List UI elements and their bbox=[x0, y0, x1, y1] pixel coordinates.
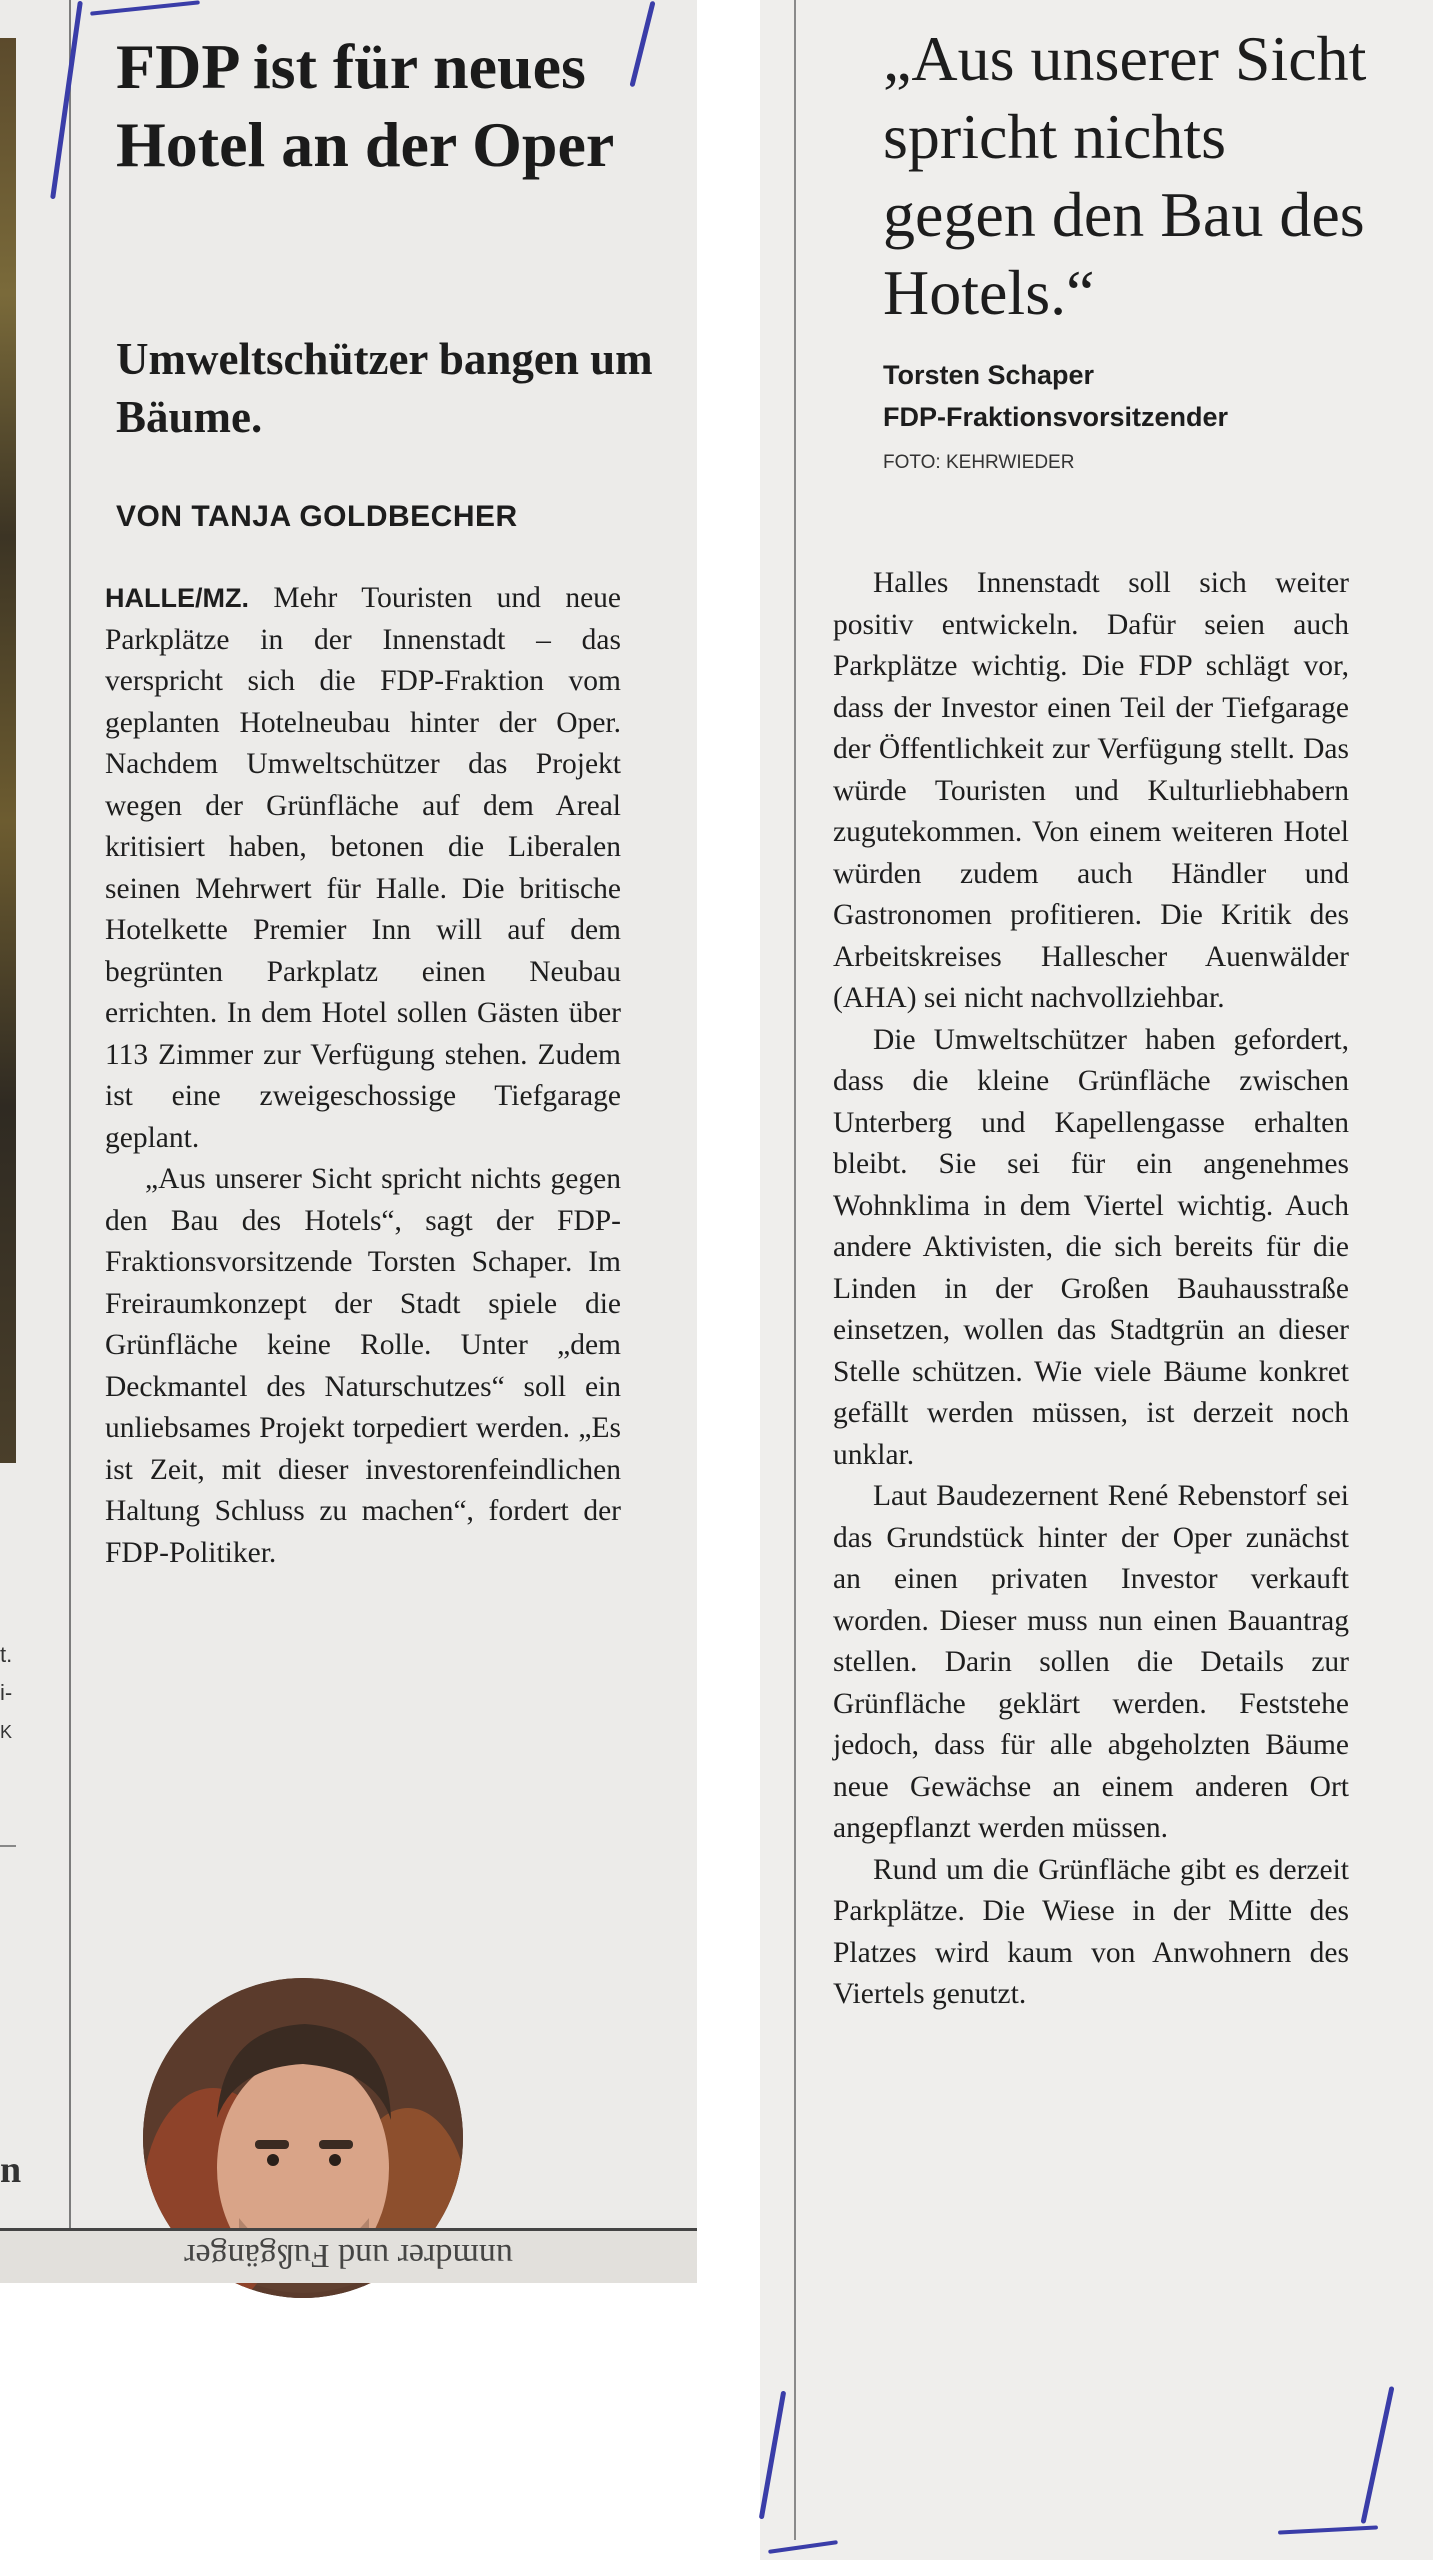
quote-role: FDP-Fraktionsvorsitzender bbox=[883, 402, 1229, 432]
neighbor-photo-strip bbox=[0, 38, 16, 1463]
body-paragraph: Die Umweltschützer haben gefordert, dass die kleine Grünfläche zwischen Unterberg und Kapellengasse erhalten bleibt. Sie sei für ein angenehmes Wohnklima in dem Viertel wichtig. Auch andere Aktivisten, die sich bereits für die Linden in der Großen Bauhausstraße einsetzen, wollen das Stadtgrün an dieser Stelle schützen. Wie viele Bäume konkret gefällt werden müssen, ist derzeit noch unklar. bbox=[833, 1023, 1349, 1471]
body-paragraph: Rund um die Grünfläche gibt es derzeit Parkplätze. Die Wiese in der Mitte des Platzes wird kaum von Anwohnern des Viertels genutzt. bbox=[833, 1853, 1349, 2010]
body-paragraph bbox=[105, 578, 621, 1159]
upside-down-fragment: unmdrer und Fußgänger bbox=[184, 2237, 513, 2274]
article-byline: VON TANJA GOLDBECHER bbox=[116, 500, 518, 533]
column-rule bbox=[69, 0, 71, 2240]
neighbor-text-fragment: K bbox=[0, 1722, 13, 1742]
body-paragraph: Halles Innenstadt soll sich weiter positiv entwickeln. Dafür seien auch Parkplätze wichtig. Die FDP schlägt vor, dass der Investor einen Teil der Tiefgarage der Öffentlichkeit zur Verfügung stellt. Das würde Touristen und Kulturliebhabern zugutekommen. Von einem weiteren Hotel würden zudem auch Händler und Gastronomen profitieren. Die Kritik des Arbeitskreises Hallescher Auenwälder (AHA) sei nicht nachvollziehbar. bbox=[833, 567, 1349, 1014]
paragraph-text: Mehr Touristen und neue Parkplätze in der Innenstadt – das verspricht sich die FDP-Fraktion vom geplanten Hotelneubau hinter der Oper. Nachdem Umweltschützer das Projekt wegen der Grünfläche auf dem Areal kritisiert haben, betonen die Liberalen seinen Mehrwert für Halle. Die britische Hotelkette Premier Inn will auf dem begrünten Parkplatz einen Neubau errichten. In dem Hotel sollen Gästen über 113 Zimmer zur Verfügung stehen. Zudem ist eine zweigeschossige Tiefgarage geplant. bbox=[105, 582, 622, 1154]
body-paragraph: Laut Baudezernent René Rebenstorf sei das Grundstück hinter der Oper zunächst an einen privaten Investor verkauft worden. Dieser muss nun einen Bauantrag stellen. Darin sollen die Details zur Grünfläche geklärt werden. Feststehe jedoch, dass für alle abgeholzten Bäume neue Gewächse an einem anderen Ort angepflanzt werden müssen. bbox=[833, 1480, 1349, 1844]
photo-credit: FOTO: KEHRWIEDER bbox=[883, 452, 1075, 473]
pull-quote: „Aus unserer Sicht spricht nichts gegen den Bau des Hotels.“ bbox=[883, 23, 1367, 328]
column-rule bbox=[794, 0, 796, 2540]
dateline: HALLE/MZ. bbox=[105, 583, 249, 613]
body-paragraph: „Aus unserer Sicht spricht nichts gegen den Bau des Hotels“, sagt der FDP-Fraktionsvorsitzende Torsten Schaper. Im Freiraumkonzept der Stadt spiele die Grünfläche keine Rolle. Unter „dem Deckmantel des Naturschutzes“ soll ein unliebsames Projekt torpediert werden. „Es ist Zeit, mit dieser investorenfeindlichen Haltung Schluss zu machen“, fordert der FDP-Politiker. bbox=[105, 1163, 621, 1569]
article-subhead: Umweltschützer bangen um Bäume. bbox=[116, 334, 653, 442]
quote-name: Torsten Schaper bbox=[883, 360, 1095, 390]
article-body-left bbox=[105, 578, 621, 1574]
article-headline: FDP ist für neues Hotel an der Oper bbox=[116, 31, 615, 180]
neighbor-text-fragment: n bbox=[0, 2149, 22, 2191]
neighbor-text-fragment: t. bbox=[0, 1642, 13, 1667]
neighbor-rule bbox=[0, 1845, 16, 1847]
article-body-right bbox=[833, 563, 1349, 2016]
neighbor-text-fragment: i- bbox=[0, 1680, 13, 1705]
